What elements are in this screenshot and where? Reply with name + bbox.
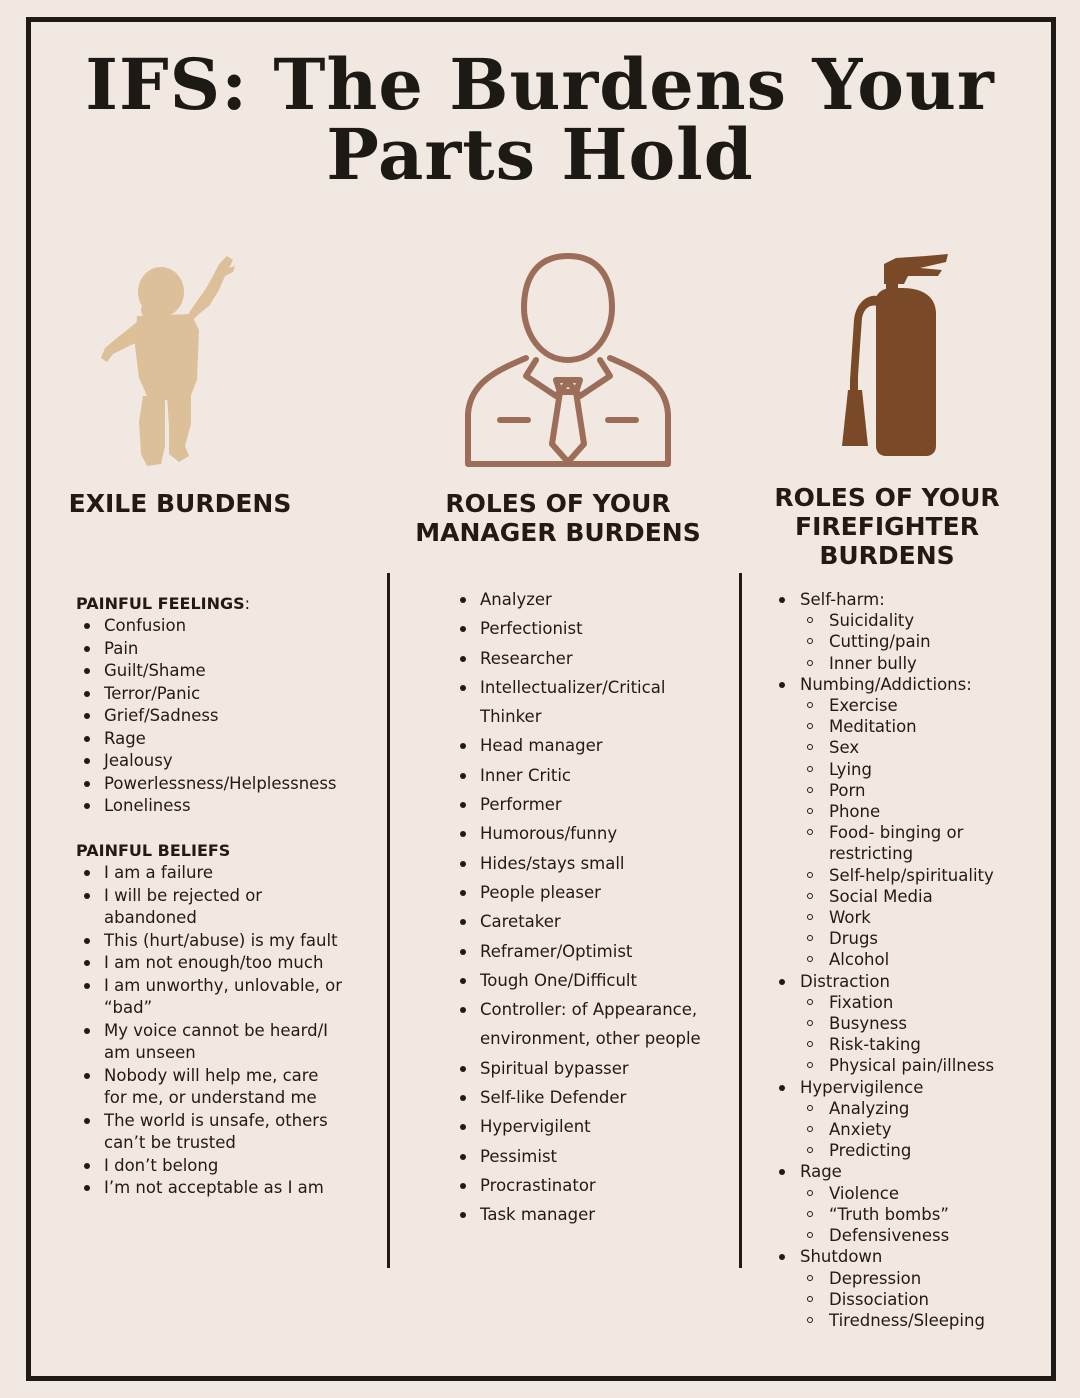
firefighter-subitem-list [800,1098,1016,1162]
manager-role-item: Hypervigilent [455,1112,707,1141]
belief-item: I am a failure [76,862,346,885]
painful-beliefs-label: PAINFUL BELIEFS [76,841,231,860]
page-title [0,43,1080,196]
manager-role-item: Researcher [455,644,707,673]
feeling-item: Guilt/Shame [76,660,376,683]
firefighter-subitem: Depression [800,1268,1016,1289]
feeling-item: Pain [76,638,376,661]
manager-role-item: People pleaser [455,878,707,907]
firefighter-role-group [776,1246,1016,1331]
firefighter-role-group [776,1161,1016,1246]
firefighter-subitem: Lying [800,759,1016,780]
firefighter-subitem: Fixation [800,992,1016,1013]
painful-beliefs-list [76,862,346,1200]
manager-role-item: Hides/stays small [455,849,707,878]
firefighter-subitem: Work [800,907,1016,928]
firefighter-role-label: Self-harm: [800,590,885,609]
manager-heading [400,489,716,547]
manager-role-item: Pessimist [455,1142,707,1171]
manager-role-item: Reframer/Optimist [455,937,707,966]
firefighter-subitem: Sex [800,737,1016,758]
title-line-1: IFS: The Burdens Your [85,43,995,126]
firefighter-subitem: Self-help/spirituality [800,865,1016,886]
exile-heading: EXILE BURDENS [68,489,292,518]
firefighter-heading-line-2: FIREFIGHTER [795,512,979,541]
manager-role-item: Humorous/funny [455,819,707,848]
painful-feelings-label [76,593,250,615]
firefighter-subitem: Tiredness/Sleeping [800,1310,1016,1331]
manager-role-item: Head manager [455,731,707,760]
feeling-item: Confusion [76,615,376,638]
painful-feelings-label-text: PAINFUL FEELINGS [76,594,245,613]
feeling-item: Grief/Sadness [76,705,376,728]
painful-feelings-list [76,615,376,818]
manager-role-item: Self-like Defender [455,1083,707,1112]
firefighter-subitem-list [800,1268,1016,1332]
manager-role-item: Caretaker [455,907,707,936]
firefighter-subitem: Suicidality [800,610,1016,631]
firefighter-roles-list [776,589,1016,1331]
firefighter-subitem-list [800,1183,1016,1247]
firefighter-role-group [776,589,1016,674]
firefighter-role-label: Numbing/Addictions: [800,674,972,694]
title-line-2: Parts Hold [326,113,754,196]
firefighter-subitem: Alcohol [800,949,1016,970]
firefighter-heading-line-3: BURDENS [819,541,955,570]
belief-item: I’m not acceptable as I am [76,1177,346,1200]
firefighter-subitem: Porn [800,780,1016,801]
firefighter-role-group [776,674,1016,971]
belief-item: I am unworthy, unlovable, or “bad” [76,975,346,1020]
manager-role-item: Performer [455,790,707,819]
belief-item: I am not enough/too much [76,952,346,975]
firefighter-role-label: Distraction [800,971,890,991]
manager-role-item: Intellectualizer/Critical Thinker [455,673,707,732]
manager-role-item: Procrastinator [455,1171,707,1200]
firefighter-subitem: Risk-taking [800,1034,1016,1055]
manager-heading-line-1: ROLES OF YOUR [445,489,671,518]
firefighter-subitem: Defensiveness [800,1225,1016,1246]
firefighter-subitem-list [800,695,1016,971]
feeling-item: Loneliness [76,795,376,818]
firefighter-subitem: Inner bully [800,653,1016,674]
firefighter-subitem: Violence [800,1183,1016,1204]
manager-heading-line-2: MANAGER BURDENS [415,518,701,547]
manager-role-item: Analyzer [455,585,707,614]
belief-item: This (hurt/abuse) is my fault [76,930,346,953]
firefighter-role-group [776,971,1016,1077]
belief-item: The world is unsafe, others can’t be trusted [76,1110,346,1155]
firefighter-subitem: “Truth bombs” [800,1204,1016,1225]
firefighter-subitem: Exercise [800,695,1016,716]
feeling-item: Powerlessness/Helplessness [76,773,376,796]
firefighter-role-label: Shutdown [800,1247,883,1267]
firefighter-subitem: Predicting [800,1140,1016,1161]
feeling-item: Terror/Panic [76,683,376,706]
firefighter-subitem: Food- binging or restricting [800,822,1016,864]
manager-role-item: Tough One/Difficult [455,966,707,995]
belief-item: I will be rejected or abandoned [76,885,346,930]
firefighter-subitem: Physical pain/illness [800,1055,1016,1076]
firefighter-subitem: Dissociation [800,1289,1016,1310]
feeling-item: Rage [76,728,376,751]
belief-item: I don’t belong [76,1155,346,1178]
firefighter-role-label: Hypervigilence [800,1077,924,1097]
feeling-item: Jealousy [76,750,376,773]
firefighter-subitem: Analyzing [800,1098,1016,1119]
belief-item: My voice cannot be heard/I am unseen [76,1020,346,1065]
firefighter-subitem: Social Media [800,886,1016,907]
manager-role-item: Task manager [455,1200,707,1229]
firefighter-subitem: Meditation [800,716,1016,737]
manager-role-item: Inner Critic [455,761,707,790]
manager-role-item: Perfectionist [455,614,707,643]
firefighter-subitem: Anxiety [800,1119,1016,1140]
firefighter-heading-line-1: ROLES OF YOUR [774,483,1000,512]
businessman-icon [462,252,674,472]
manager-role-item: Controller: of Appearance, environment, other people [455,995,707,1054]
firefighter-heading [752,483,1022,570]
belief-item: Nobody will help me, care for me, or understand me [76,1065,346,1110]
manager-roles-list [455,585,707,1230]
column-divider-right [739,573,742,1268]
firefighter-role-label: Rage [800,1162,842,1182]
fire-extinguisher-icon [838,250,953,460]
firefighter-subitem: Busyness [800,1013,1016,1034]
firefighter-subitem: Drugs [800,928,1016,949]
firefighter-subitem: Cutting/pain [800,631,1016,652]
manager-role-item: Spiritual bypasser [455,1054,707,1083]
firefighter-subitem: Phone [800,801,1016,822]
child-reaching-icon [95,250,245,472]
firefighter-role-group [776,1077,1016,1162]
painful-feelings-colon: : [244,594,251,613]
firefighter-subitem-list [800,992,1016,1077]
firefighter-subitem-list [800,610,1016,674]
column-divider-left [387,573,390,1268]
